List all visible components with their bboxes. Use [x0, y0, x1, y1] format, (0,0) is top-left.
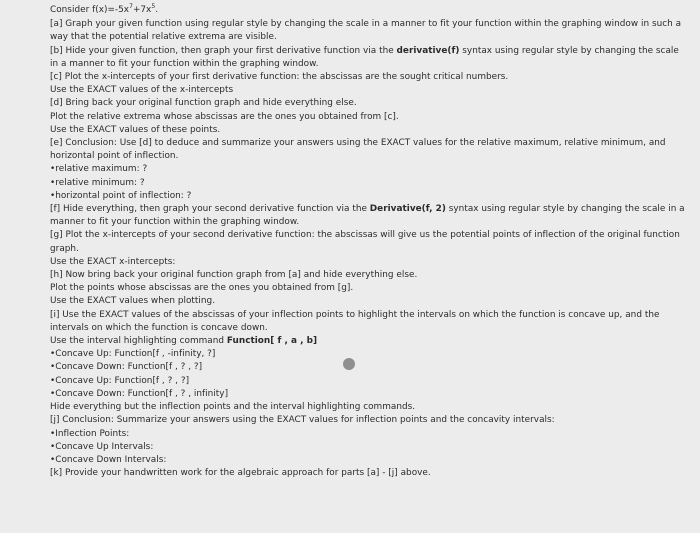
- part-d: [d] Bring back your original function graph and hide everything else.: [50, 98, 357, 109]
- part-f-prefix: [f] Hide everything, then graph your second derivative function via the: [50, 204, 370, 215]
- function-mid: +7x: [132, 5, 152, 15]
- part-b-prefix: [b] Hide your given function, then graph your first derivative function via the: [50, 45, 397, 56]
- derivative-syntax: derivative(f): [396, 45, 460, 56]
- problem-text: [50, 4, 686, 480]
- part-f: [50, 203, 686, 229]
- part-a: [a] Graph your given function using regular style by changing the scale in a manner to fit your function within the graphing window in such a way that the potential relative extrema are visible.: [50, 19, 682, 43]
- concave-up-intervals: •Concave Up Intervals:: [50, 441, 154, 452]
- part-c: [c] Plot the x-intercepts of your first derivative function: the abscissas are the sought critical numbers.: [50, 72, 509, 83]
- exponent-7: 7: [129, 3, 133, 10]
- concave-down-intervals: •Concave Down Intervals:: [50, 454, 167, 465]
- second-derivative-syntax: Derivative(f, 2): [369, 204, 446, 215]
- part-b: [50, 45, 686, 71]
- part-g-exact: Use the EXACT x-intercepts:: [50, 256, 176, 267]
- part-d-exact: Use the EXACT values of these points.: [50, 124, 221, 135]
- inflection-points: •Inflection Points:: [50, 428, 130, 439]
- part-i: [i] Use the EXACT values of the abscissas of your inflection points to highlight the intervals on which the function is concave up, and the intervals on which the function is concave down.: [50, 309, 660, 333]
- gray-dot-marker: [343, 358, 355, 370]
- function-suffix: .: [155, 5, 159, 15]
- interval-command: [50, 335, 686, 348]
- part-h-exact: Use the EXACT values when plotting.: [50, 296, 216, 307]
- concave-down-1: •Concave Down: Function[f , ? , ?]: [50, 362, 203, 373]
- part-j: [j] Conclusion: Summarize your answers using the EXACT values for inflection points and the concavity intervals:: [50, 415, 555, 426]
- relative-minimum: •relative minimum: ?: [50, 177, 145, 188]
- part-d-plot: Plot the relative extrema whose abscissas are the ones you obtained from [c].: [50, 111, 399, 122]
- part-i-hide: Hide everything but the inflection points and the interval highlighting commands.: [50, 402, 416, 413]
- part-b-suffix: syntax using regular style by changing the scale in a manner to fit your function within the graphing window.: [50, 45, 679, 69]
- part-e: [e] Conclusion: Use [d] to deduce and summarize your answers using the EXACT values for the relative maximum, relative minimum, and horizontal point of inflection.: [50, 138, 666, 162]
- part-k: [k] Provide your handwritten work for the algebraic approach for parts [a] - [j] above.: [50, 468, 431, 479]
- function-command: Function[ f , a , b]: [226, 336, 318, 347]
- horizontal-inflection: •horizontal point of inflection: ?: [50, 190, 192, 201]
- relative-maximum: •relative maximum: ?: [50, 164, 148, 175]
- interval-command-prefix: Use the interval highlighting command: [50, 336, 227, 347]
- part-g: [g] Plot the x-intercepts of your second derivative function: the abscissas will give us the potential points of inflection of the original function graph.: [50, 230, 680, 254]
- part-c-exact: Use the EXACT values of the x-intercepts: [50, 85, 234, 96]
- part-h: [h] Now bring back your original function graph from [a] and hide everything else.: [50, 270, 418, 281]
- concave-down-2: •Concave Down: Function[f , ? , infinity]: [50, 388, 229, 399]
- part-f-suffix: syntax using regular style by changing the scale in a manner to fit your function within the graphing window.: [50, 204, 685, 228]
- concave-up-1: •Concave Up: Function[f , -infinity, ?]: [50, 349, 216, 360]
- part-h-plot: Plot the points whose abscissas are the ones you obtained from [g].: [50, 283, 354, 294]
- problem-statement: [50, 4, 686, 17]
- exponent-5: 5: [151, 3, 156, 10]
- concave-up-2: •Concave Up: Function[f , ? , ?]: [50, 375, 190, 386]
- function-prefix: Consider f(x)=-5x: [50, 5, 130, 15]
